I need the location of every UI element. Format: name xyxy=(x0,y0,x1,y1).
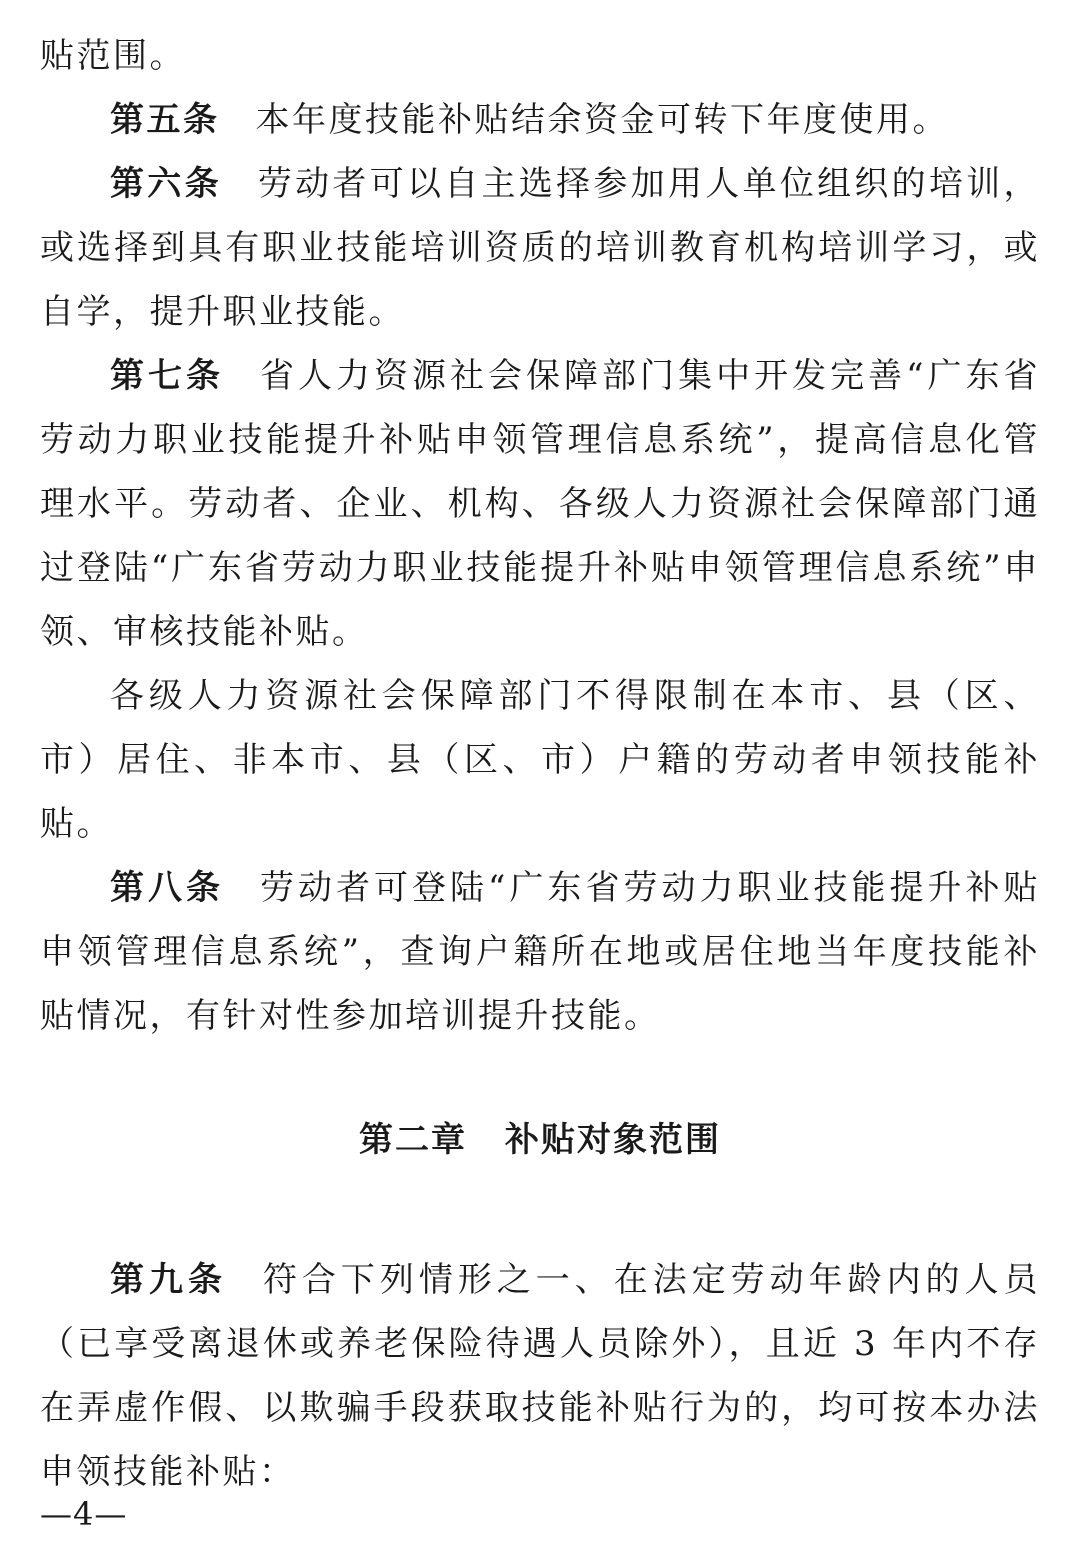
article-text: 劳动者可登陆“广东省劳动力职业技能提升补贴申领管理信息系统”，查询户籍所在地或居住地当年度技能补贴情况，有针对性参加培训提升技能。 xyxy=(40,868,1040,1036)
article-text: 符合下列情形之一、在法定劳动年龄内的人员（已享受离退休或养老保险待遇人员除外），且近 3 年内不存在弄虚作假、以欺骗手段获取技能补贴行为的，均可按本办法申领技能补贴： xyxy=(40,1260,1041,1492)
page-number: —4— xyxy=(40,1495,128,1533)
paragraph-text: 各级人力资源社会保障部门不得限制在本市、县（区、市）居住、非本市、县（区、市）户籍的劳动者申领技能补贴。 xyxy=(40,676,1040,844)
article-label: 第七条 xyxy=(110,356,225,396)
chapter-number: 第二章 xyxy=(359,1120,467,1160)
article-7 xyxy=(0,344,1080,664)
article-text: 省人力资源社会保障部门集中开发完善“广东省劳动力职业技能提升补贴申领管理信息系统”，提高信息化管理水平。劳动者、企业、机构、各级人力资源社会保障部门通过登陆“广东省劳动力职业技能提升补贴申领管理信息系统”申领、审核技能补贴。 xyxy=(40,356,1040,652)
article-9 xyxy=(0,1248,1080,1504)
paragraph-continuation xyxy=(0,24,1080,88)
article-label: 第九条 xyxy=(110,1260,227,1300)
article-7-paragraph-2 xyxy=(0,664,1080,856)
article-label: 第五条 xyxy=(110,100,220,140)
article-6 xyxy=(0,152,1080,344)
article-label: 第六条 xyxy=(110,164,222,204)
article-label: 第八条 xyxy=(110,868,225,908)
article-text: 劳动者可以自主选择参加用人单位组织的培训，或选择到具有职业技能培训资质的培训教育机构培训学习，或自学，提升职业技能。 xyxy=(40,164,1041,332)
article-text: 本年度技能补贴结余资金可转下年度使用。 xyxy=(255,100,949,140)
article-8 xyxy=(0,856,1080,1048)
chapter-heading xyxy=(0,1108,1080,1172)
chapter-title: 补贴对象范围 xyxy=(505,1120,721,1160)
article-5 xyxy=(0,88,1080,152)
paragraph-text: 贴范围。 xyxy=(40,36,186,76)
